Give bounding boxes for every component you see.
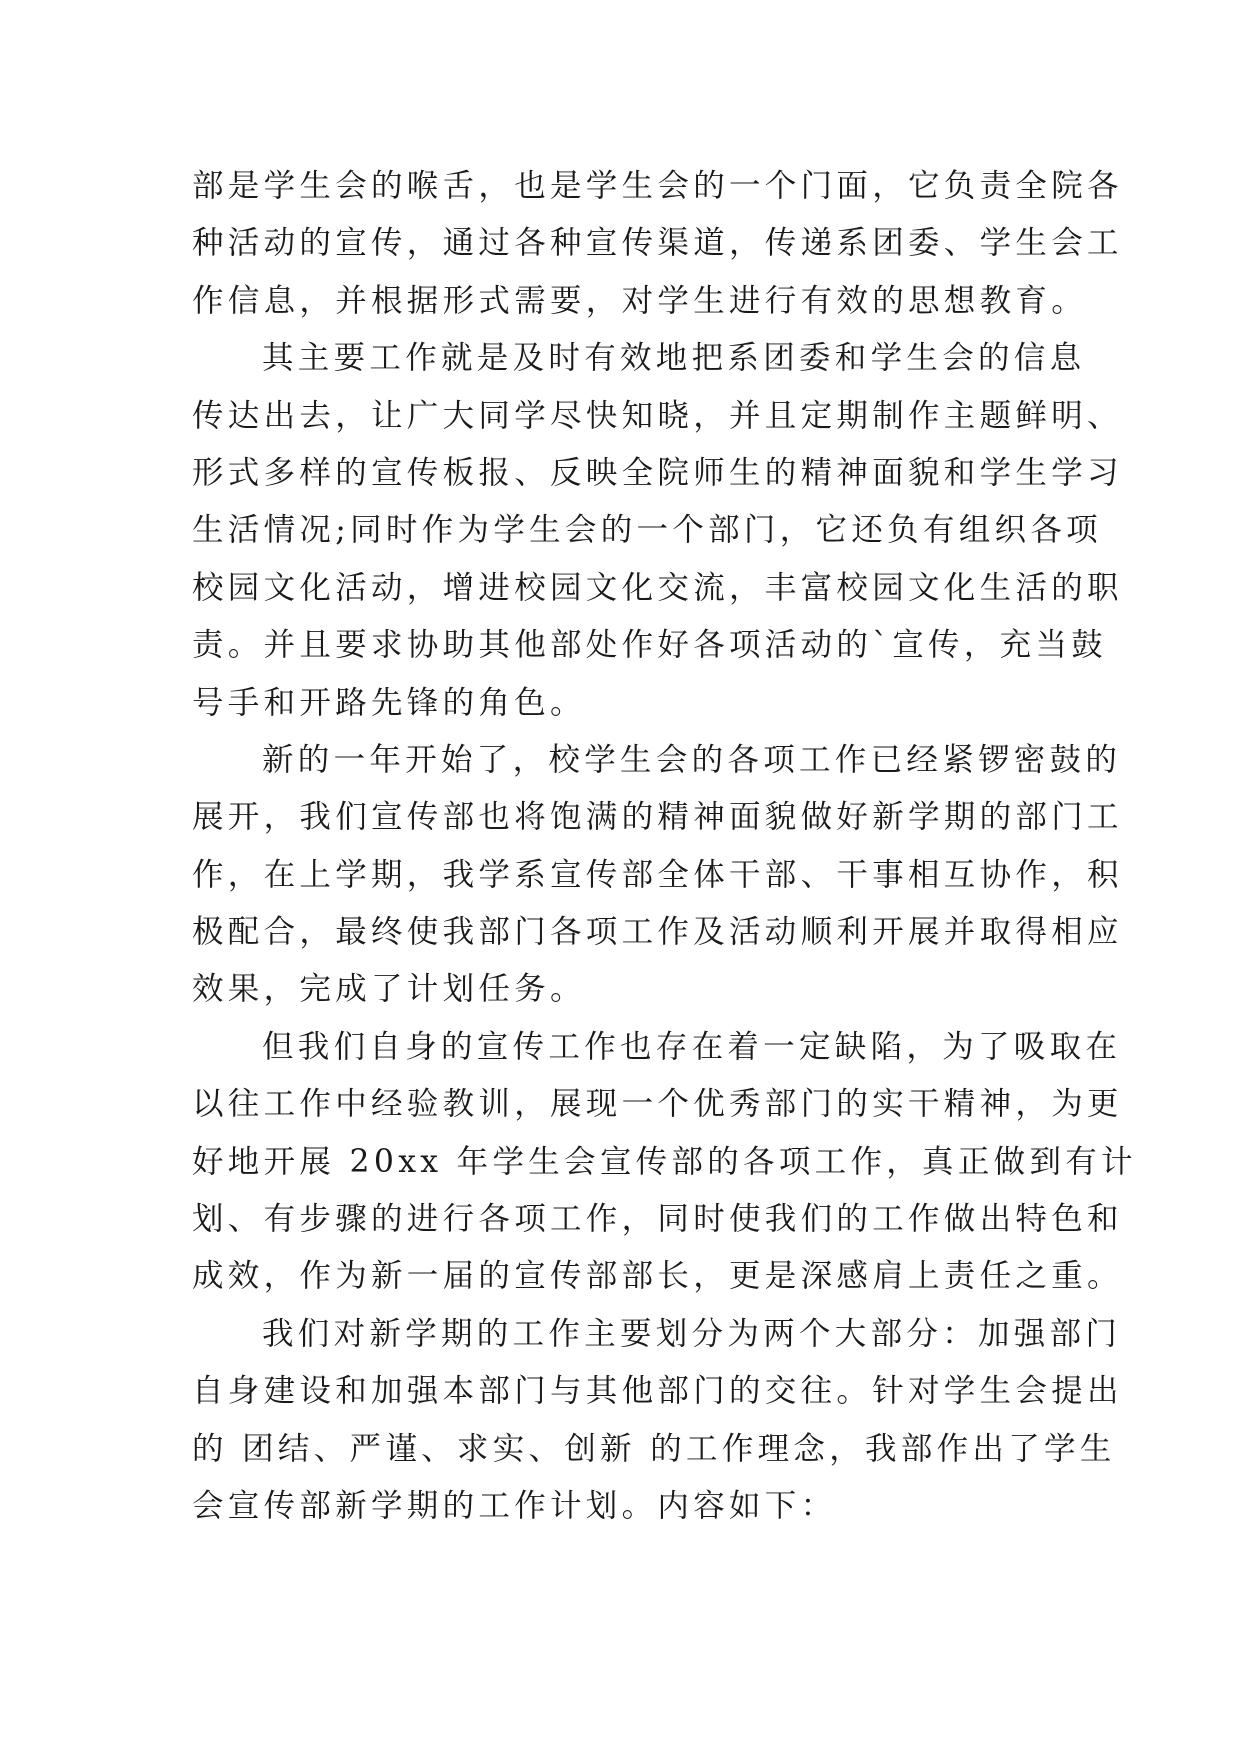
text-line: 极配合，最终使我部门各项工作及活动顺利开展并取得相应 — [192, 914, 1123, 951]
paragraph-first-line: 我们对新学期的工作主要划分为两个大部分：加强部门 — [262, 1315, 1122, 1352]
text-line: 作信息，并根据形式需要，对学生进行有效的思想教育。 — [192, 282, 1088, 319]
text-line: 号手和开路先锋的角色。 — [192, 684, 586, 721]
text-line: 的 团结、严谨、求实、创新 的工作理念，我部作出了学生 — [192, 1430, 1116, 1467]
text-line: 传达出去，让广大同学尽快知晓，并且定期制作主题鲜明、 — [192, 397, 1123, 434]
text-line: 效果，完成了计划任务。 — [192, 971, 586, 1008]
text-line: 好地开展 20xx 年学生会宣传部的各项工作，真正做到有计 — [192, 1143, 1137, 1180]
paragraph-first-line: 新的一年开始了，校学生会的各项工作已经紧锣密鼓的 — [262, 741, 1122, 778]
text-line: 种活动的宣传，通过各种宣传渠道，传递系团委、学生会工 — [192, 225, 1123, 262]
text-line: 形式多样的宣传板报、反映全院师生的精神面貌和学生学习 — [192, 454, 1123, 491]
text-line: 自身建设和加强本部门与其他部门的交往。针对学生会提出 — [192, 1373, 1123, 1410]
text-line: 校园文化活动，增进校园文化交流，丰富校园文化生活的职 — [192, 569, 1123, 606]
text-line: 生活情况;同时作为学生会的一个部门，它还负有组织各项 — [192, 512, 1102, 549]
paragraph-first-line: 但我们自身的宣传工作也存在着一定缺陷，为了吸取在 — [262, 1028, 1122, 1065]
text-line: 会宣传部新学期的工作计划。内容如下： — [192, 1487, 837, 1524]
text-line: 展开，我们宣传部也将饱满的精神面貌做好新学期的部门工 — [192, 799, 1123, 836]
paragraph-first-line: 其主要工作就是及时有效地把系团委和学生会的信息 — [262, 340, 1086, 377]
text-line: 以往工作中经验教训，展现一个优秀部门的实干精神，为更 — [192, 1086, 1123, 1123]
text-line: 作，在上学期，我学系宣传部全体干部、干事相互协作，积 — [192, 856, 1123, 893]
text-line: 成效，作为新一届的宣传部部长，更是深感肩上责任之重。 — [192, 1258, 1123, 1295]
text-line: 部是学生会的喉舌，也是学生会的一个门面，它负责全院各 — [192, 168, 1123, 204]
text-line: 责。并且要求协助其他部处作好各项活动的`宣传，充当鼓 — [192, 627, 1108, 664]
text-line: 划、有步骤的进行各项工作，同时使我们的工作做出特色和 — [192, 1201, 1123, 1238]
document-body — [192, 158, 1137, 1535]
